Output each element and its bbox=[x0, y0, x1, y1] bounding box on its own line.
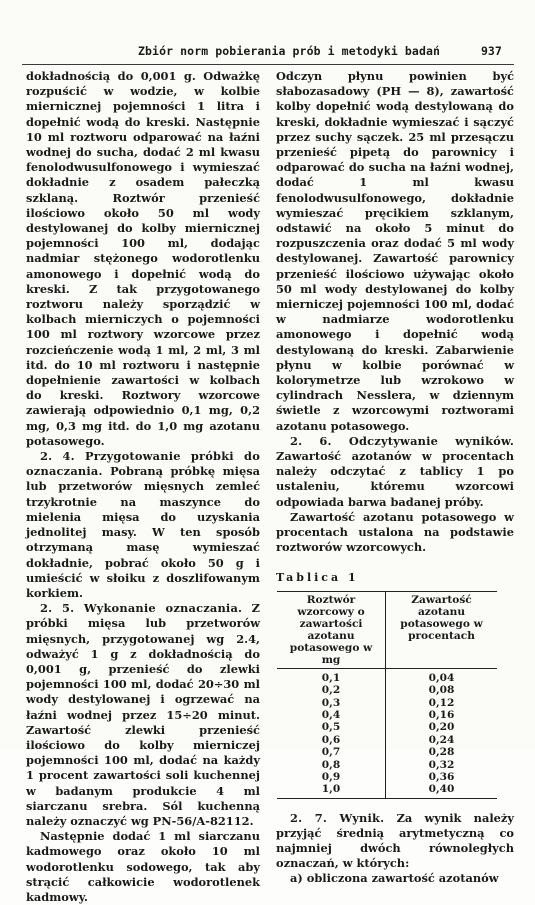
table-body bbox=[277, 668, 497, 798]
section-2-6-text: Zawartość azotanów w procentach należy odczytać z tablicy 1 po ustaleniu, któremu wzorcowi odpowiada barwa badanej próby. bbox=[276, 449, 514, 509]
cell-standard-mg: 1,0 bbox=[277, 783, 386, 798]
section-2-7-heading: 2. 7. Wynik. bbox=[290, 810, 385, 825]
cell-nitrate-percent: 0,36 bbox=[428, 771, 455, 784]
table-row bbox=[277, 684, 497, 696]
section-2-6 bbox=[276, 434, 514, 510]
cell-nitrate-percent: 0,40 bbox=[386, 783, 498, 798]
cell-standard-mg: 0,4 bbox=[277, 709, 386, 721]
page-number: 937 bbox=[481, 44, 502, 58]
right-column bbox=[276, 69, 514, 887]
cell-standard-mg: 0,1 bbox=[277, 668, 386, 684]
table-row bbox=[277, 709, 497, 721]
cell-standard-mg: 0,8 bbox=[277, 758, 386, 770]
table-row bbox=[277, 734, 497, 746]
paragraph-filtration-procedure: Odczyn płynu powinien być słabozasadowy (PH — 8), zawartość kolby dopełnić wodą destylowaną do kreski, dokładnie wymieszać i sączyć przez suchy sączek. 25 ml przesączu przenieść pipetą do parownicy i odparować do sucha na łaźni wodnej, dodać 1 ml kwasu fenolodwusulfonowego, dokładnie wymieszać pręcikiem szklanym, odstawić na około 5 minut do rozpuszczenia oraz dodać 5 ml wody destylowanej. Zawartość parownicy przenieść ilościowo używając około 50 ml wody destylowanej do kolby mierniczej pojemności 100 ml, dodać w nadmiarze wodorotlenku amonowego i dopełnić wodą destylowaną do kreski. Zabarwienie płynu w kolbie porównać w kolorymetrze lub wzrokowo w cylindrach Nesslera, w dziennym świetle z wzorcowymi roztworami azotanu potasowego. bbox=[276, 69, 514, 433]
table-row bbox=[277, 783, 497, 798]
cell-standard-mg: 0,7 bbox=[277, 746, 386, 758]
cell-nitrate-percent: 0,16 bbox=[428, 709, 455, 722]
nitrate-table bbox=[277, 591, 497, 799]
section-2-4-heading: 2. 4. Przygotowanie próbki do oznaczania. bbox=[26, 449, 260, 479]
table-caption: Tablica 1 bbox=[276, 570, 359, 584]
table-row bbox=[277, 771, 497, 783]
section-2-5 bbox=[26, 601, 260, 829]
section-2-6-heading: 2. 6. Odczytywanie wyników. bbox=[290, 433, 514, 448]
table-row bbox=[277, 668, 497, 684]
cell-nitrate-percent: 0,28 bbox=[428, 746, 455, 759]
cell-nitrate-percent: 0,20 bbox=[428, 721, 455, 734]
paragraph-table-intro: Zawartość azotanu potasowego w procentach ustalona na podstawie roztworów wzorcowych. bbox=[276, 509, 514, 555]
cell-nitrate-percent: 0,08 bbox=[428, 684, 455, 697]
section-2-7-text: Za wynik należy przyjąć średnią arytmetyczną co najmniej dwóch równoległych oznaczań, w których: bbox=[276, 810, 514, 871]
section-2-5-heading: 2. 5. Wykonanie oznaczania. bbox=[40, 601, 243, 616]
cell-standard-mg: 0,3 bbox=[277, 696, 386, 708]
cell-nitrate-percent: 0,04 bbox=[428, 671, 455, 684]
left-column bbox=[26, 69, 260, 905]
table-header-standard-solution: Roztwór wzorcowy o zawartości azotanu potasowego w mg bbox=[277, 591, 386, 668]
section-2-7 bbox=[276, 811, 514, 872]
cell-standard-mg: 0,2 bbox=[277, 684, 386, 696]
cell-standard-mg: 0,9 bbox=[277, 771, 386, 783]
cell-standard-mg: 0,6 bbox=[277, 734, 386, 746]
table-row bbox=[277, 746, 497, 758]
table-row bbox=[277, 721, 497, 733]
cell-nitrate-percent: 0,32 bbox=[428, 758, 455, 771]
table-row bbox=[277, 696, 497, 708]
section-2-5-text: Z próbki mięsa lub przetworów mięsnych, przygotowanej wg 2.4, odważyć 1 g z dokładnością do 0,001 g, przenieść do zlewki pojemności 100 ml, dodać 20÷30 ml wody destylowanej i ogrzewać na łaźni wodnej przez 15÷20 minut. Zawartość zlewki przenieść ilościowo do kolby mierniczej pojemności 100 ml, dodać na każdy 1 procent zawartości soli kuchennej w badanym produkcie 4 ml siarczanu srebra. Sól kuchenną należy oznaczyć wg PN-56/A-82112. bbox=[26, 601, 260, 828]
running-header-title: Zbiór norm pobierania prób i metodyki badań bbox=[138, 44, 441, 58]
section-2-7-item-a: a) obliczona zawartość azotanów bbox=[290, 871, 499, 886]
table-row bbox=[277, 758, 497, 770]
header-rule bbox=[22, 64, 514, 65]
section-2-4 bbox=[26, 449, 260, 601]
section-2-4-text: Pobraną próbkę mięsa lub przetworów mięsnych zemleć trzykrotnie na maszynce do mielenia mięsa do uzyskania jednolitej masy. W ten sposób otrzymaną masę wymieszać dokładnie, pobrać około 50 g i umieścić w słoiku z doszlifowanym korkiem. bbox=[26, 464, 261, 600]
paragraph-standard-solution-prep: dokładnością do 0,001 g. Odważkę rozpuścić w wodzie, w kolbie miernicznej pojemności 1 litra i dopełnić wodą do kreski. Następnie 10 ml roztworu odparować na łaźni wodnej do sucha, dodać 2 ml kwasu fenolodwusulfonowego i wymieszać dokładnie z osadem pałeczką szklaną. Roztwór przenieść ilościowo około 50 ml wody destylowanej do kolby miernicznej pojemności 100 ml, dodając nadmiar stężonego wodorotlenku amonowego i dopełnić wodą do kreski. Z tak przygotowanego roztworu należy sporządzić w kolbach mierniczych o pojemności 100 ml roztwory wzorcowe przez rozcieńczenie wodą 1 ml, 2 ml, 3 ml itd. do 10 ml roztworu i następnie dopełnienie zawartości w kolbach do kreski. Roztwory wzorcowe zawierają odpowiednio 0,1 mg, 0,2 mg, 0,3 mg itd. do 1,0 mg azotanu potasowego. bbox=[26, 69, 260, 448]
table-header-nitrate-percent: Zawartość azotanu potasowego w procentach bbox=[386, 591, 498, 668]
cell-standard-mg: 0,5 bbox=[277, 721, 386, 733]
cell-nitrate-percent: 0,24 bbox=[428, 733, 455, 746]
cell-nitrate-percent: 0,12 bbox=[428, 696, 455, 709]
paragraph-cadmium-sulfate: Następnie dodać 1 ml siarczanu kadmowego oraz około 10 ml wodorotlenku sodowego, tak aby strącić całkowicie wodorotlenek kadmowy. bbox=[26, 829, 260, 904]
